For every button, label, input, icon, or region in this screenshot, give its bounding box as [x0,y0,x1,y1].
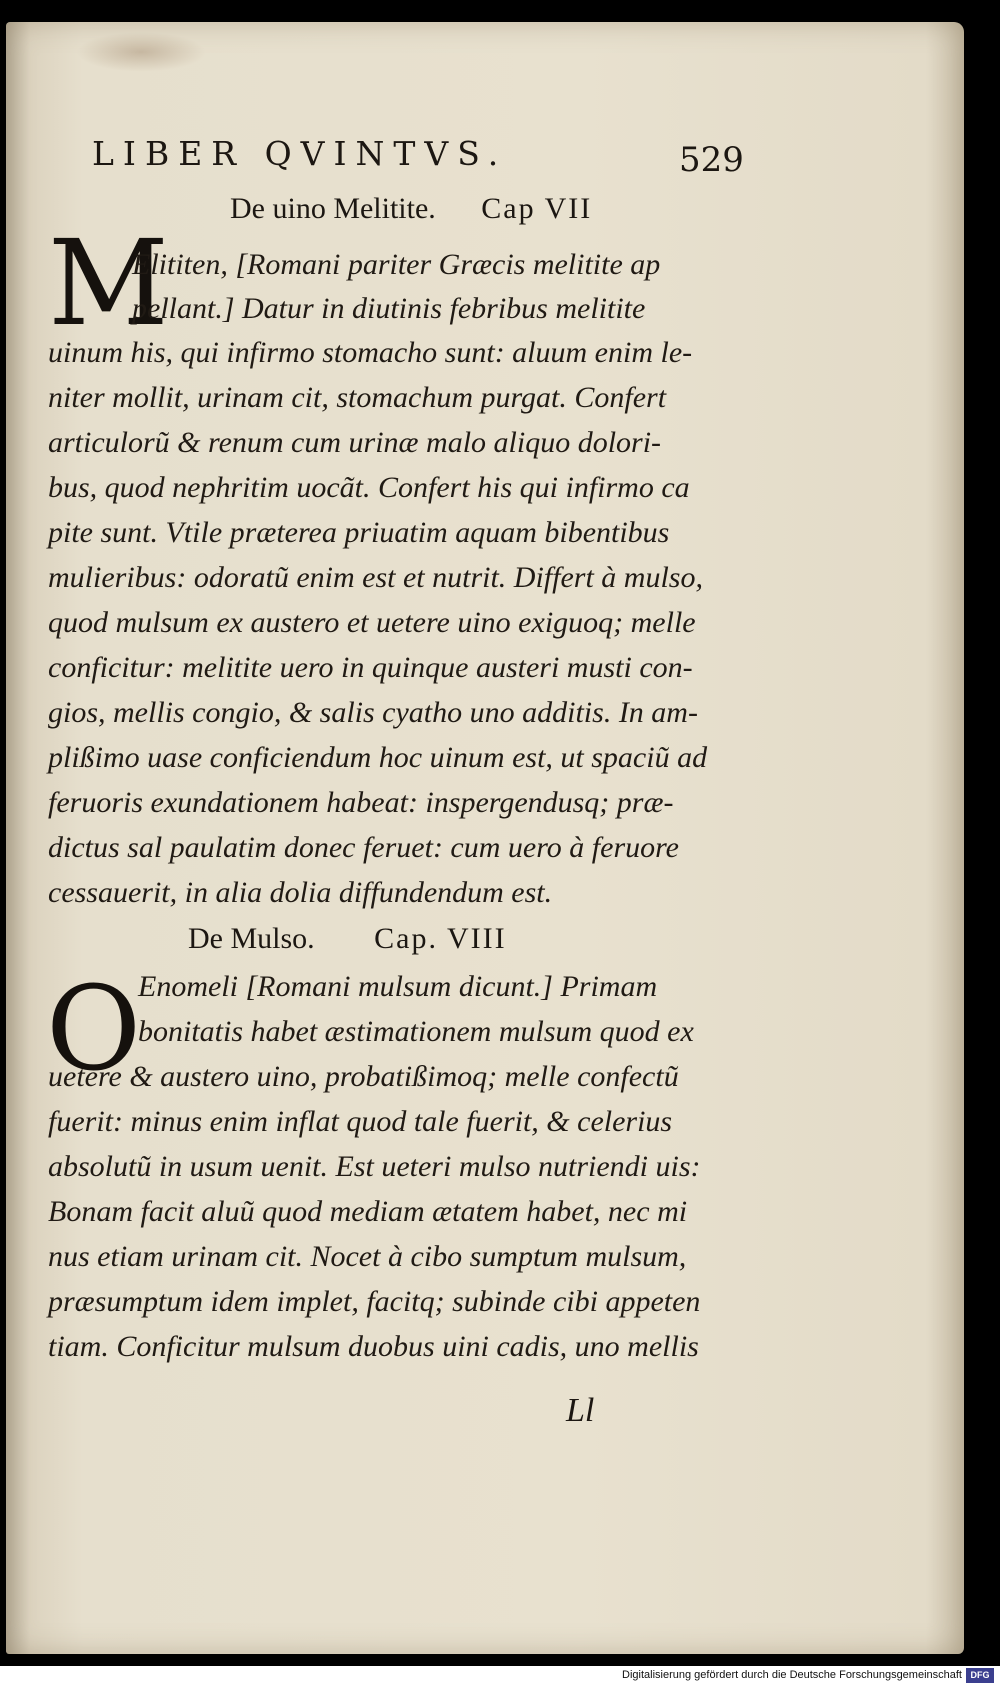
text-line: bus, quod nephritim uocãt. Confert his qui infirmo ca [48,471,690,504]
catchword: Ll [566,1392,595,1429]
text-line: nus etiam urinam cit. Nocet à cibo sumptum mulsum, [48,1240,687,1273]
text-line: præsumptum idem implet, facitq; subinde cibi appeten [48,1285,701,1318]
text-line: fuerit: minus enim inflat quod tale fuerit, & celerius [48,1105,673,1138]
text-line: conficitur: melitite uero in quinque austeri musti con- [48,651,693,684]
chapter8-cap: Cap. VIII [374,922,507,955]
text-line: feruoris exundationem habeat: inspergendusq; præ- [48,786,674,819]
book-page [6,22,964,1654]
footer-bar [0,1666,1000,1687]
chapter8-heading [188,922,507,956]
text-line: gios, mellis congio, & salis cyatho uno additis. In am- [48,696,698,729]
text-line: dictus sal paulatim donec feruet: cum uero à feruore [48,831,679,864]
text-line: Enomeli [Romani mulsum dicunt.] Primam [138,970,658,1003]
text-line: Bonam facit aluũ quod mediam ætatem habet, nec mi [48,1195,688,1228]
chapter7-heading [230,192,592,226]
running-head: LIBER QVINTVS. [92,134,508,173]
text-line: Elititen, [Romani pariter Græcis melitite ap [132,248,661,281]
text-line: pite sunt. Vtile præterea priuatim aquam bibentibus [48,516,670,549]
text-line: niter mollit, urinam cit, stomachum purgat. Confert [48,381,667,414]
text-line: plißimo uase conficiendum hoc uinum est, ut spaciũ ad [48,741,708,774]
text-line: pellant.] Datur in diutinis febribus melitite [132,292,646,325]
text-line: tiam. Conficitur mulsum duobus uini cadis, uno mellis [48,1330,699,1363]
chapter8-title: De Mulso. [188,922,315,955]
text-line: quod mulsum ex austero et uetere uino exiguoq; melle [48,606,696,639]
chapter7-cap: Cap VII [481,192,593,225]
chapter7-title: De uino Melitite. [230,192,436,225]
text-line: bonitatis habet æstimationem mulsum quod ex [138,1015,694,1048]
text-line: uetere & austero uino, probatißimoq; melle confectũ [48,1060,679,1093]
drop-cap-m: M [48,214,169,352]
text-line: absolutũ in usum uenit. Est ueteri mulso nutriendi uis: [48,1150,701,1183]
funding-credit: Digitalisierung gefördert durch die Deutsche Forschungsgemeinschaft [622,1669,962,1681]
text-line: mulieribus: odoratũ enim est et nutrit. Differt à mulso, [48,561,703,594]
text-line: articulorũ & renum cum urinæ malo aliquo dolori- [48,426,662,459]
text-line: cessauerit, in alia dolia diffundendum est. [48,876,553,909]
dfg-logo: DFG [966,1668,994,1683]
folio-number: 529 [679,140,744,180]
text-line: uinum his, qui infirmo stomacho sunt: aluum enim le- [48,336,693,369]
drop-cap-o: O [46,962,142,1097]
page-stain [76,32,206,72]
